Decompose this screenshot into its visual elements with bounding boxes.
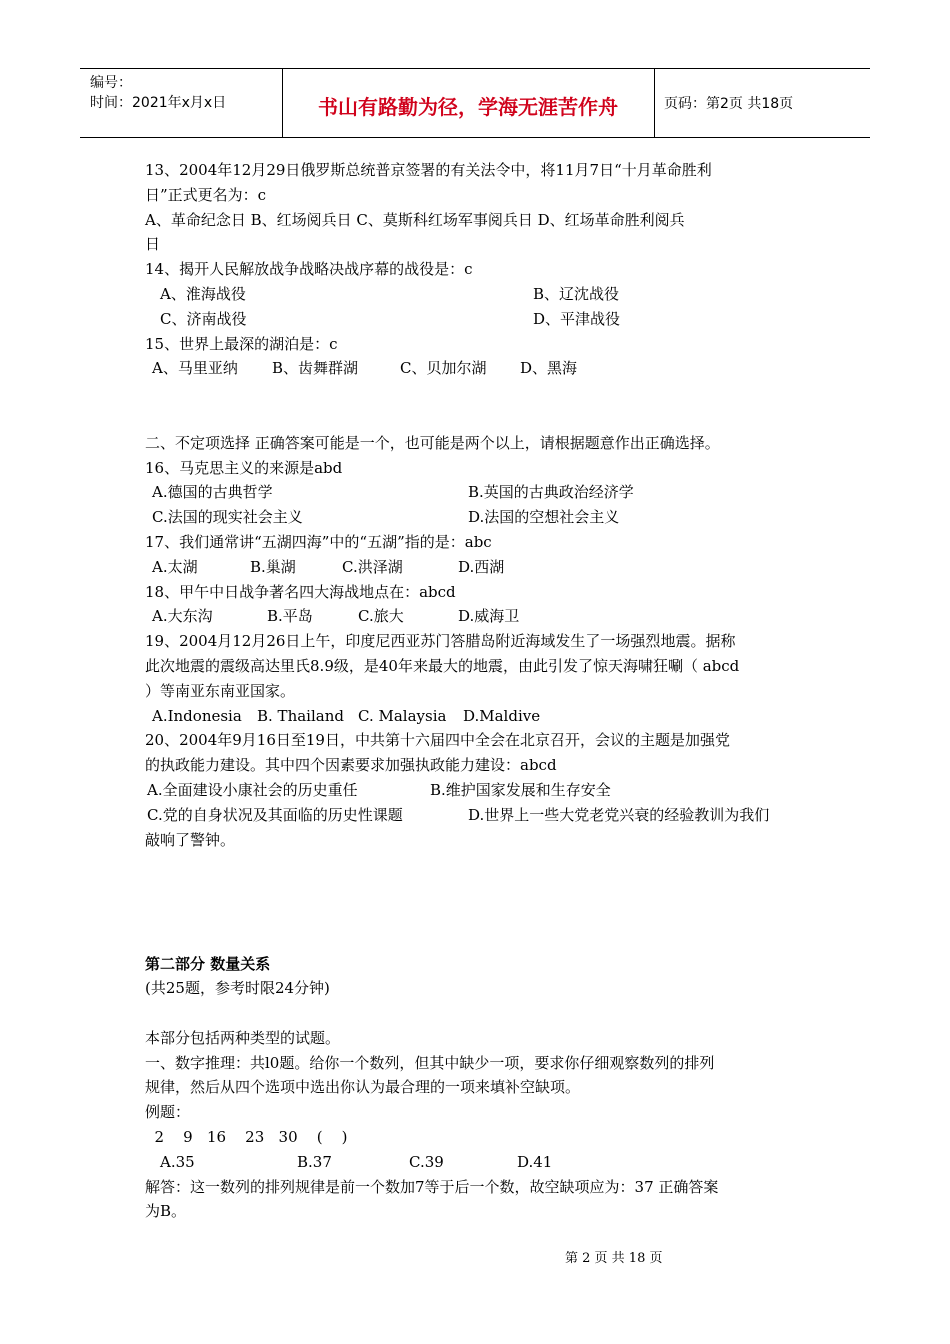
q13-options: A、革命纪念日 B、红场阅兵日 C、莫斯科红场军事阅兵日 D、红场革命胜利阅兵 — [145, 210, 685, 229]
q13-options: 日 — [145, 235, 161, 254]
option-c: C、济南战役 — [160, 309, 247, 328]
option-b: B、齿舞群湖 — [272, 359, 359, 378]
type1-desc: 一、数字推理：共l0题。给你一个数列，但其中缺少一项，要求你仔细观察数列的排列 — [145, 1053, 715, 1072]
q18-stem: 18、甲午中日战争著名四大海战地点在：abcd — [145, 582, 456, 601]
option-a: A.太湖 — [152, 557, 198, 576]
option-b: B.平岛 — [267, 607, 313, 626]
header-motto: 书山有路勤为径，学海无涯苦作舟 — [318, 95, 618, 119]
page-header — [80, 68, 870, 138]
q14-stem: 14、揭开人民解放战争战略决战序幕的战役是：c — [145, 260, 473, 279]
option-d: D、黑海 — [520, 359, 578, 378]
q13-stem: 13、2004年12月29日俄罗斯总统普京签署的有关法令中，将11月7日“十月革命胜利 — [145, 161, 712, 179]
q18-options — [145, 604, 810, 629]
option-c: C、贝加尔湖 — [400, 359, 487, 378]
option-a: A.Indonesia — [152, 706, 242, 725]
type1-desc: 规律，然后从四个选项中选出你认为最合理的一项来填补空缺项。 — [145, 1078, 581, 1097]
option-c: C.旅大 — [358, 607, 404, 626]
option-a: A.35 — [160, 1152, 195, 1171]
date-label: 时间：2021年x月x日 — [90, 95, 227, 111]
example-options — [145, 1150, 810, 1175]
example-answer: 为B。 — [145, 1202, 187, 1221]
option-c: C. Malaysia — [358, 706, 447, 725]
option-a: A、淮海战役 — [160, 284, 246, 303]
page-footer: 第 2 页 共 18 页 — [565, 1251, 663, 1266]
option-c: C.洪泽湖 — [342, 557, 403, 576]
q16-options — [145, 480, 810, 505]
option-d: D.西湖 — [458, 557, 505, 576]
header-divider — [654, 69, 655, 137]
part2-title: 第二部分 数量关系 — [145, 954, 271, 973]
option-b: B.巢湖 — [250, 557, 296, 576]
example-sequence: 2 9 16 23 30 ( ) — [145, 1128, 348, 1147]
option-b: B、辽沈战役 — [533, 284, 620, 303]
part2-intro: 本部分包括两种类型的试题。 — [145, 1028, 341, 1047]
q20-options — [145, 778, 810, 803]
option-d: D.法国的空想社会主义 — [468, 508, 620, 527]
option-c: C.39 — [409, 1152, 444, 1171]
section2-intro: 二、不定项选择 正确答案可能是一个，也可能是两个以上，请根据题意作出正确选择。 — [145, 433, 720, 452]
option-c: C.党的自身状况及其面临的历史性课题 — [147, 805, 403, 824]
option-a: A.全面建设小康社会的历史重任 — [147, 780, 358, 799]
q14-options — [145, 282, 810, 307]
option-d: D、平津战役 — [533, 309, 621, 328]
option-d: D.Maldive — [463, 706, 541, 725]
q20-option-d-cont: 敲响了警钟。 — [145, 830, 236, 849]
q15-options — [145, 356, 810, 381]
q20-stem: 20、2004年9月16日至19日，中共第十六届四中全会在北京召开，会议的主题是加强党 — [145, 731, 730, 750]
option-c: C.法国的现实社会主义 — [152, 508, 303, 527]
serial-label: 编号： — [90, 75, 132, 91]
q19-stem: 19、2004月12月26日上午，印度尼西亚苏门答腊岛附近海域发生了一场强烈地震。据称 — [145, 632, 736, 651]
option-b: B. Thailand — [257, 706, 344, 725]
q20-options — [145, 803, 810, 828]
option-d: D.世界上一些大党老党兴衰的经验教训为我们 — [468, 805, 770, 824]
option-d: D.威海卫 — [458, 607, 520, 626]
option-b: B.英国的古典政治经济学 — [468, 483, 634, 502]
q17-stem: 17、我们通常讲“五湖四海”中的“五湖”指的是：abc — [145, 532, 492, 551]
q15-stem: 15、世界上最深的湖泊是：c — [145, 334, 338, 353]
q19-stem: ）等南亚东南亚国家。 — [145, 681, 296, 700]
option-a: A、马里亚纳 — [152, 359, 238, 378]
q13-stem: 日”正式更名为：c — [145, 185, 267, 204]
option-d: D.41 — [517, 1152, 553, 1171]
header-page-info: 页码：第2页 共18页 — [664, 96, 794, 112]
part2-time: (共25题，参考时限24分钟) — [145, 979, 330, 998]
option-b: B.37 — [297, 1152, 332, 1171]
header-meta — [90, 73, 226, 113]
option-a: A.大东沟 — [152, 607, 213, 626]
q20-stem: 的执政能力建设。其中四个因素要求加强执政能力建设：abcd — [145, 756, 557, 775]
q16-stem: 16、马克思主义的来源是abd — [145, 458, 343, 477]
q19-stem: 此次地震的震级高达里氏8.9级，是40年来最大的地震，由此引发了惊天海啸狂唰（ abcd — [145, 656, 740, 675]
q19-options — [145, 704, 810, 729]
q17-options — [145, 555, 810, 580]
example-label: 例题： — [145, 1103, 191, 1122]
option-b: B.维护国家发展和生存安全 — [430, 780, 611, 799]
document-body — [145, 158, 810, 1224]
q14-options — [145, 307, 810, 332]
q16-options — [145, 505, 810, 530]
option-a: A.德国的古典哲学 — [152, 483, 273, 502]
example-answer: 解答：这一数列的排列规律是前一个数加7等于后一个数，故空缺项应为：37 正确答案 — [145, 1177, 719, 1196]
